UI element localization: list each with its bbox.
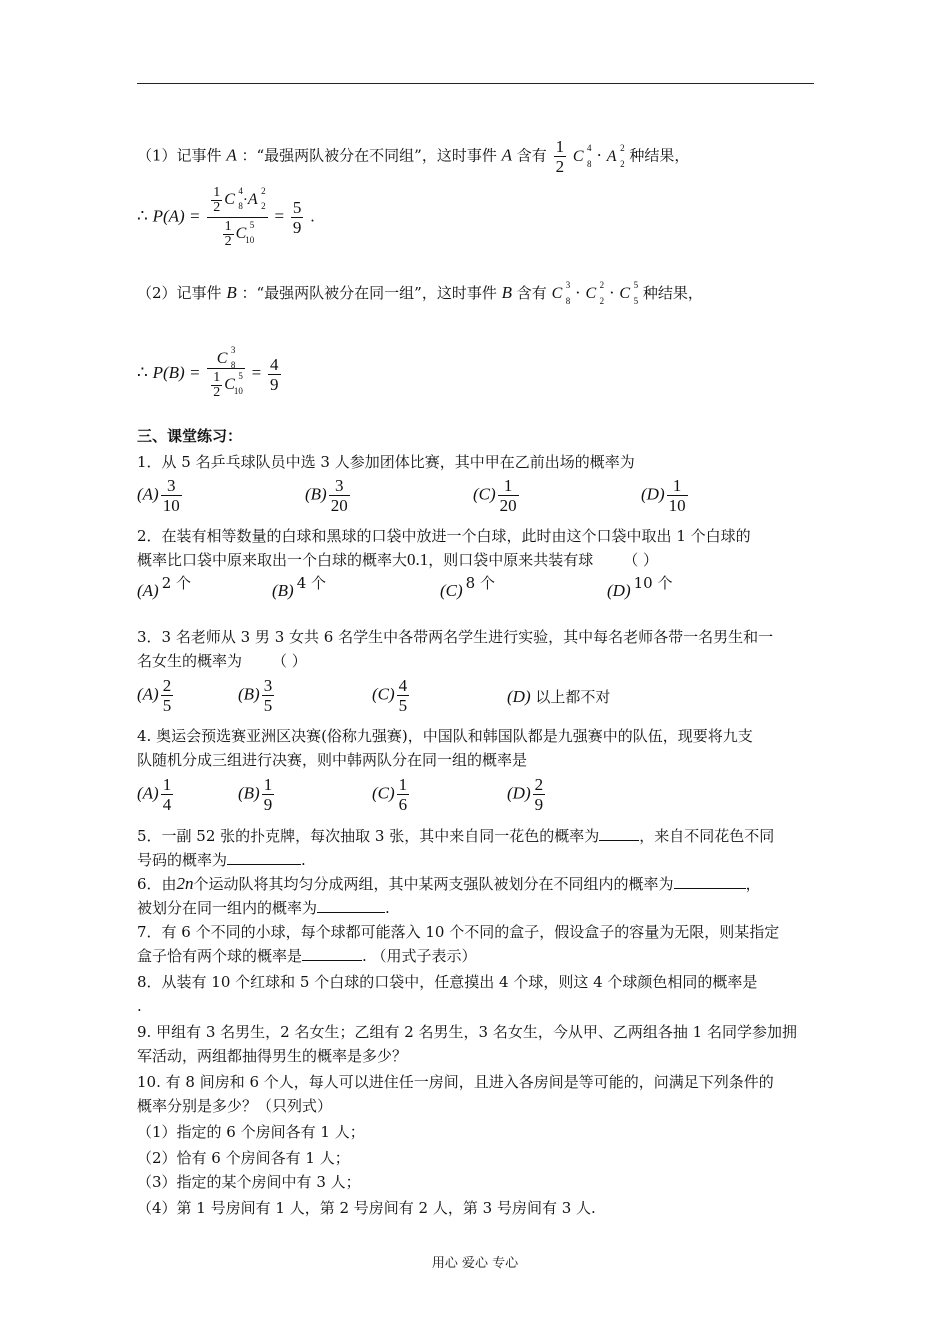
- question-10-item: （1）指定的 6 个房间各有 1 人；: [137, 1123, 365, 1141]
- question-10-item: （4）第 1 号房间有 1 人，第 2 号房间有 2 人，第 3 号房间有 3 人.: [137, 1199, 596, 1217]
- question-2-line-1: 2．在装有相等数量的白球和黑球的口袋中放进一个白球，此时由这个口袋中取出 1 个白球的: [137, 527, 751, 545]
- question-1-option-b: (B) $\frac{3}{20}$: [305, 476, 348, 515]
- question-1-option-a: (A) $\frac{3}{10}$: [137, 476, 180, 515]
- solution-1-statement: （1）记事件 A ：“最强两队被分在不同组”，这时事件 A 含有 $\frac{1}{2}$ C 4 8 · A 2 2 种结果，: [137, 137, 690, 176]
- question-6-line-1: 6．由2n个运动队将其均匀分成两组，其中某两支强队被划分在不同组内的概率为 ，: [137, 874, 761, 893]
- answer-blank: [302, 946, 362, 961]
- question-6-line-2: 被划分在同一组内的概率为 .: [137, 899, 390, 917]
- result-b-fraction: $\frac{4}{9}$: [270, 354, 279, 394]
- question-8-line-2: .: [137, 997, 142, 1015]
- question-3-line-1: 3．3 名老师从 3 男 3 女共 6 名学生中各带两名学生进行实验，其中每名老师各带一名男生和一: [137, 628, 774, 646]
- question-2-option-c: (C) 8 个: [440, 574, 495, 600]
- probability-a-fraction: $\frac{1}{2}$ C 4 8 ·A 2 2 $\frac{1}{2}$ C 5 10: [207, 186, 267, 249]
- question-10-line-1: 10. 有 8 间房和 6 个人，每人可以进住任一房间，且进入各房间是等可能的，问满足下列条件的: [137, 1073, 774, 1091]
- result-a-fraction: $\frac{5}{9}$: [292, 198, 302, 237]
- question-7-line-2: 盒子恰有两个球的概率是 . （用式子表示）: [137, 947, 477, 965]
- question-4-option-a: (A) $\frac{1}{4}$: [137, 775, 172, 814]
- combination-c-2-2: C 2 2: [585, 280, 605, 306]
- question-1-option-c: (C) $\frac{1}{20}$: [473, 476, 517, 515]
- question-10-item: （2）恰有 6 个房间各有 1 人；: [137, 1149, 350, 1167]
- question-4-option-c: (C) $\frac{1}{6}$: [372, 775, 408, 814]
- question-10-item: （3）指定的某个房间中有 3 人；: [137, 1173, 361, 1191]
- combination-c-8-3: C 3 8: [551, 280, 571, 306]
- solution-1-probability: ∴ P(A) = $\frac{1}{2}$ C 4 8 ·A 2 2 $\frac{1}{2}$ C 5 10 = $\frac{5}{9}$ .: [137, 185, 315, 249]
- answer-blank: [317, 898, 385, 913]
- page-footer: 用心 爱心 专心: [431, 1256, 519, 1271]
- question-3-option-a: (A) $\frac{2}{5}$: [137, 676, 172, 715]
- question-3-option-c: (C) $\frac{4}{5}$: [372, 676, 408, 715]
- half-fraction: $\frac{1}{2}$: [555, 137, 565, 176]
- question-4-option-b: (B) $\frac{1}{9}$: [238, 775, 273, 814]
- combination-c-8-4: C 4 8: [572, 142, 592, 169]
- question-4-line-2: 队随机分成三组进行决赛，则中韩两队分在同一组的概率是: [137, 751, 528, 769]
- question-5-line-2: 号码的概率为 .: [137, 851, 306, 869]
- solution-2-statement: （2）记事件 B ：“最强两队被分在同一组”，这时事件 B 含有 C 3 8 · C 2 2 · C 5 5 种结果，: [137, 280, 703, 306]
- question-3-option-b: (B) $\frac{3}{5}$: [238, 676, 273, 715]
- question-9-line-2: 军活动，两组都抽得男生的概率是多少？: [137, 1047, 408, 1065]
- question-2-option-b: (B) 4 个: [272, 574, 327, 600]
- question-3-option-d: (D) 以上都不对: [507, 687, 611, 706]
- question-9-line-1: 9. 甲组有 3 名男生，2 名女生；乙组有 2 名男生，3 名女生，今从甲、乙两组各抽 1 名同学参加拥: [137, 1023, 797, 1041]
- answer-blank: [227, 850, 301, 865]
- header-rule: [137, 83, 814, 84]
- question-4-option-d: (D) $\frac{2}{9}$: [507, 775, 544, 814]
- question-1-option-d: (D) $\frac{1}{10}$: [641, 476, 686, 515]
- question-5-line-1: 5．一副 52 张的扑克牌，每次抽取 3 张，其中来自同一花色的概率为 ，来自不同花色不同: [137, 827, 775, 845]
- answer-blank: [599, 826, 639, 841]
- section-title: 三、课堂练习：: [137, 427, 243, 445]
- combination-c-5-5: C 5 5: [619, 280, 639, 306]
- question-2-option-d: (D) 10 个: [607, 574, 673, 600]
- arrangement-a-2-2: A 2 2: [606, 142, 625, 169]
- solution-2-probability: ∴ P(B) = C 3 8 $\frac{1}{2}$ C 5 10 = $\frac{4}{9}$: [137, 345, 279, 400]
- question-2-line-2: 概率比口袋中原来取出一个白球的概率大0.1，则口袋中原来共装有球 （ ）: [137, 550, 659, 569]
- question-1-text: 1．从 5 名乒乓球队员中选 3 人参加团体比赛，其中甲在乙前出场的概率为: [137, 453, 635, 471]
- answer-blank: [674, 874, 746, 889]
- question-2-option-a: (A) 2 个: [137, 574, 192, 600]
- probability-b-fraction: C 3 8 $\frac{1}{2}$ C 5 10: [207, 348, 245, 400]
- question-10-line-2: 概率分别是多少？（只列式）: [137, 1097, 333, 1115]
- question-4-line-1: 4. 奥运会预选赛亚洲区决赛(俗称九强赛)，中国队和韩国队都是九强赛中的队伍，现要将九支: [137, 727, 753, 745]
- question-7-line-1: 7．有 6 个不同的小球，每个球都可能落入 10 个不同的盒子，假设盒子的容量为无限，则某指定: [137, 923, 780, 941]
- question-8-line-1: 8．从装有 10 个红球和 5 个白球的口袋中，任意摸出 4 个球，则这 4 个球颜色相同的概率是: [137, 973, 758, 991]
- question-3-line-2: 名女生的概率为 （ ）: [137, 652, 307, 670]
